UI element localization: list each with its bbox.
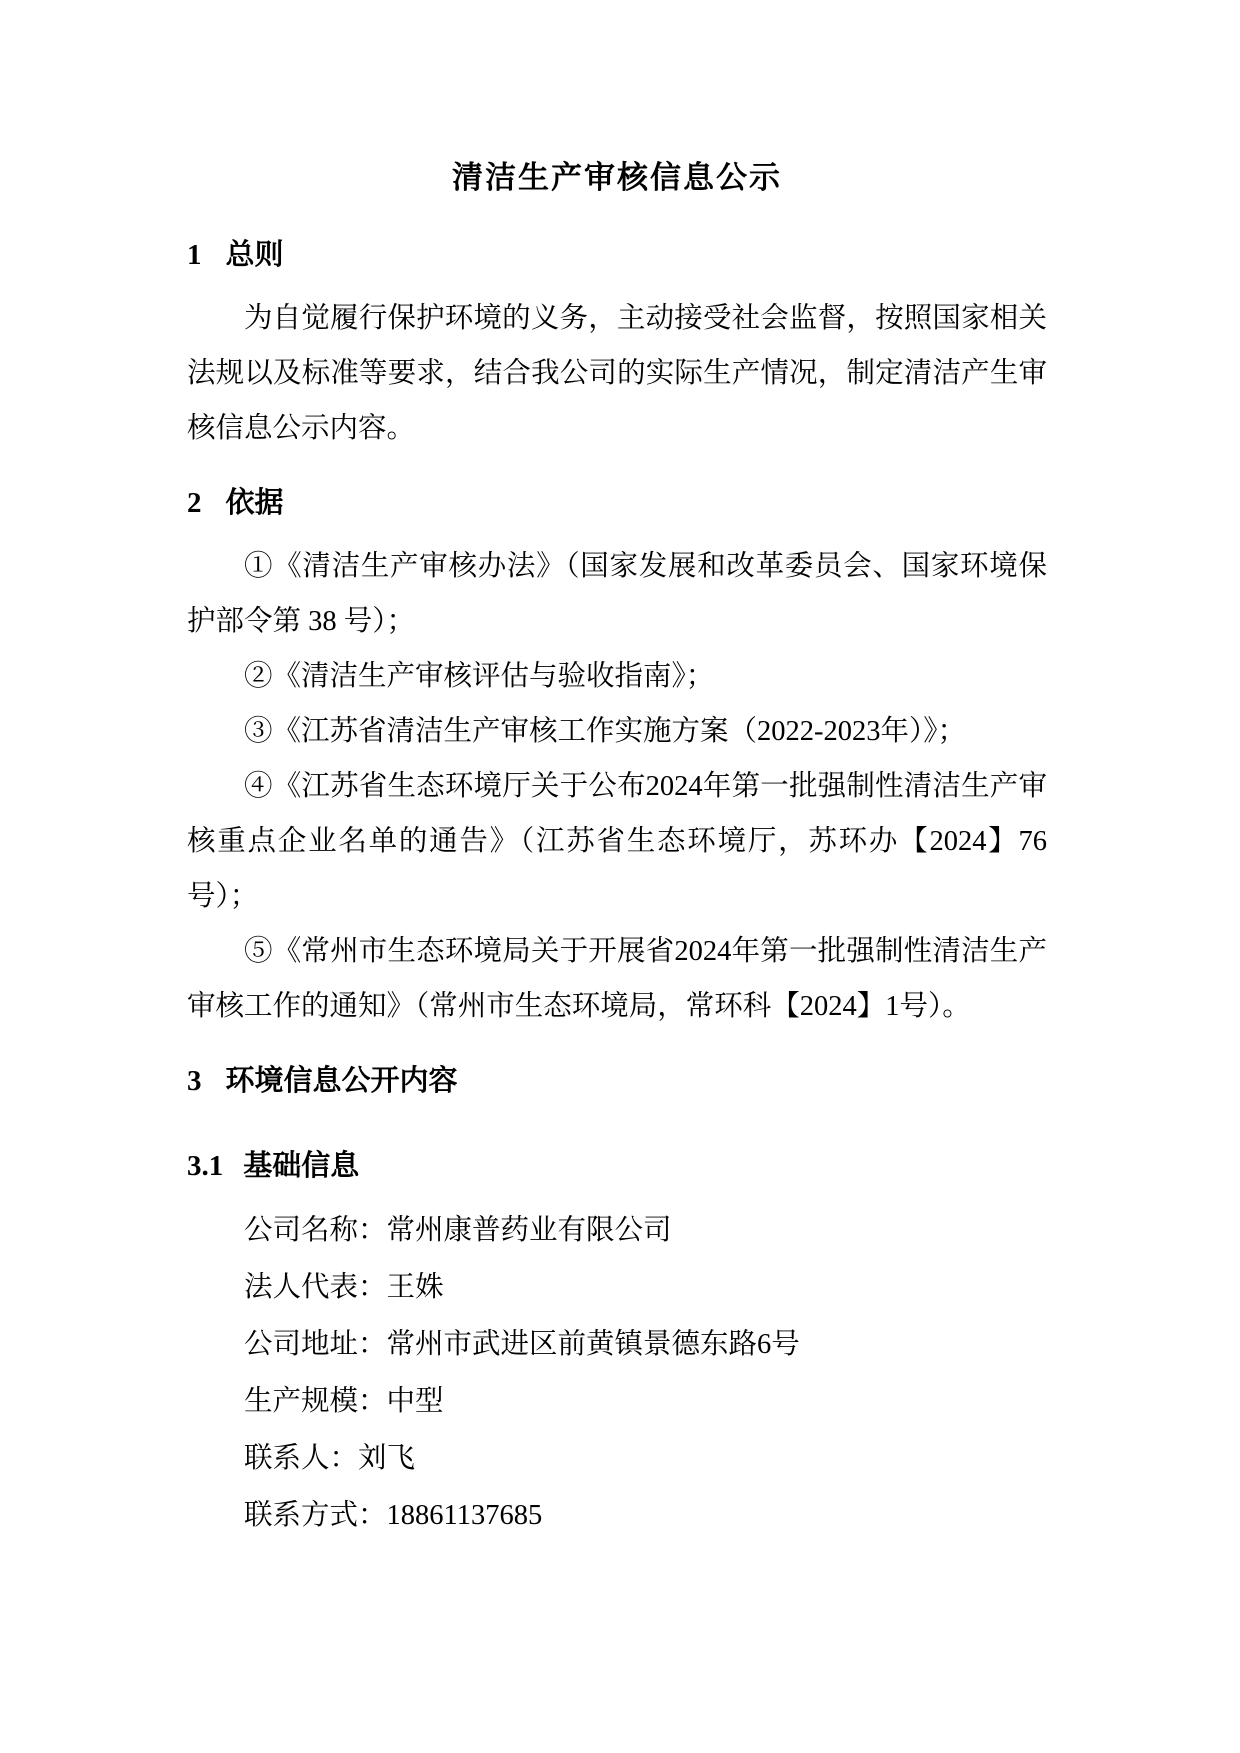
contact-phone-line: 联系方式：18861137685 <box>244 1500 543 1531</box>
basis-item-3: ③《江苏省清洁生产审核工作实施方案（2022-2023年）》； <box>244 716 966 747</box>
section-1-title: 总则 <box>225 239 284 271</box>
section-3-1-heading <box>187 1139 1047 1194</box>
section-1-number: 1 <box>187 239 202 271</box>
contact-person-line: 联系人：刘飞 <box>244 1443 416 1474</box>
company-name-line: 公司名称：常州康普药业有限公司 <box>244 1215 672 1246</box>
basis-item-1: ①《清洁生产审核办法》（国家发展和改革委员会、国家环境保护部令第 38 号）； <box>187 551 1047 637</box>
section-3-heading <box>187 1054 1047 1109</box>
section-3-title: 环境信息公开内容 <box>225 1065 458 1097</box>
section-3-number: 3 <box>187 1065 202 1097</box>
basis-item-2: ②《清洁生产审核评估与验收指南》； <box>244 661 715 692</box>
basis-item-4: ④《江苏省生态环境厅关于公布2024年第一批强制性清洁生产审核重点企业名单的通告》（江苏省生态环境厅，苏环办【2024】76号）； <box>187 771 1047 912</box>
production-scale-line: 生产规模：中型 <box>244 1386 444 1417</box>
company-address-line: 公司地址：常州市武进区前黄镇景德东路6号 <box>244 1329 800 1360</box>
section-1-paragraph: 为自觉履行保护环境的义务，主动接受社会监督，按照国家相关法规以及标准等要求，结合我公司的实际生产情况，制定清洁产生审核信息公示内容。 <box>187 303 1047 444</box>
legal-representative-line: 法人代表：王姝 <box>244 1272 444 1303</box>
section-2-title: 依据 <box>225 487 284 519</box>
section-2-heading <box>187 476 1047 531</box>
section-3-1-number: 3.1 <box>187 1150 224 1182</box>
document-title: 清洁生产审核信息公示 <box>452 160 782 195</box>
section-1-heading <box>187 228 1047 283</box>
section-2-number: 2 <box>187 487 202 519</box>
section-3-1-title: 基础信息 <box>243 1150 360 1182</box>
basis-item-5: ⑤《常州市生态环境局关于开展省2024年第一批强制性清洁生产审核工作的通知》（常州市生态环境局，常环科【2024】1号）。 <box>187 936 1047 1022</box>
